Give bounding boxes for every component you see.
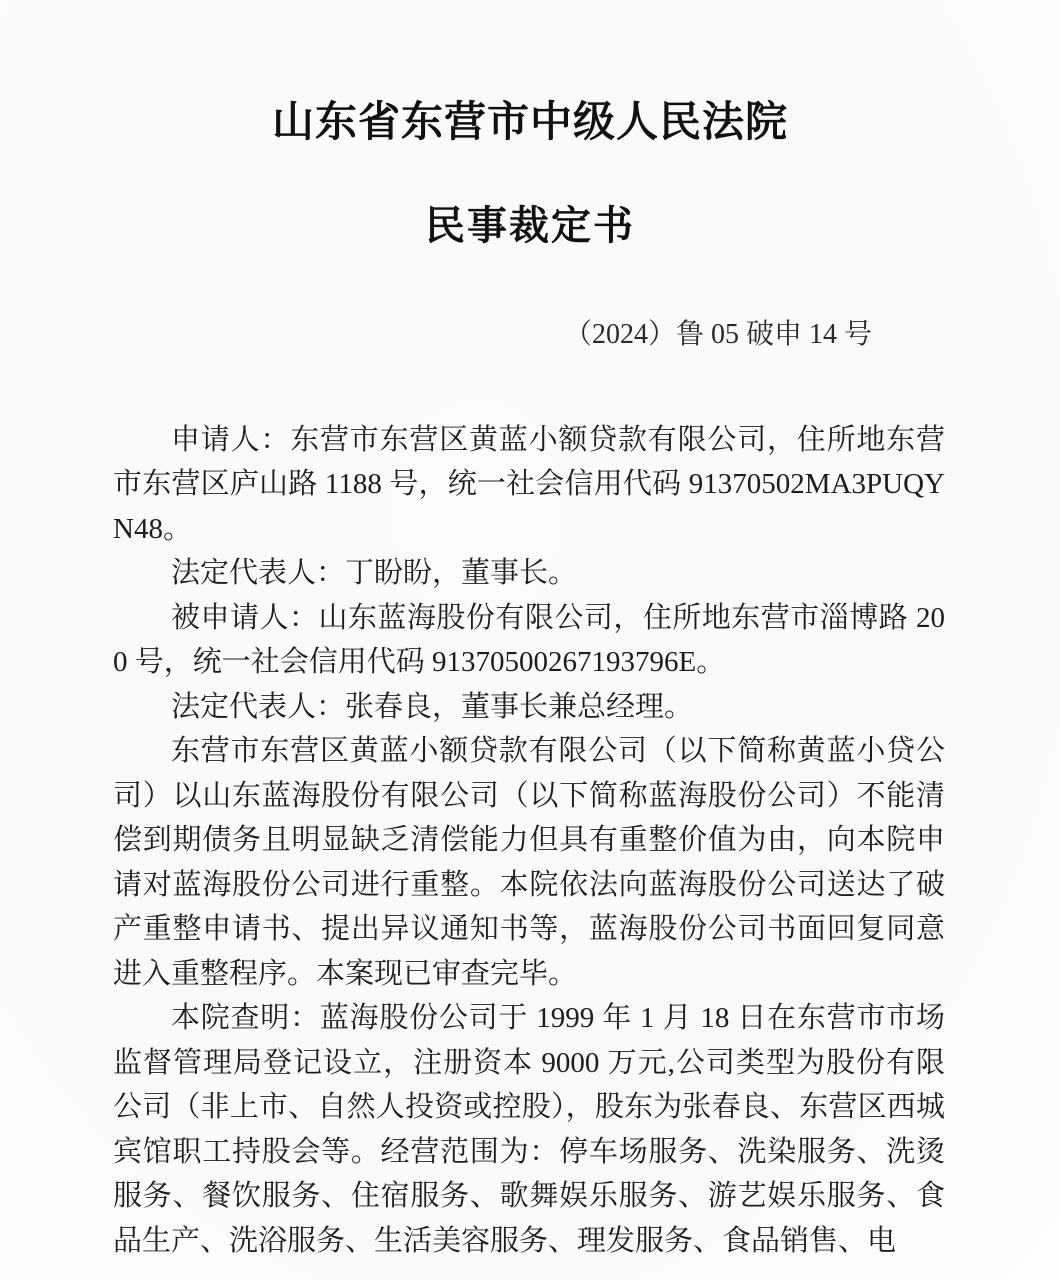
document-body bbox=[113, 418, 945, 1264]
case-number: （2024）鲁 05 破申 14 号 bbox=[563, 319, 872, 351]
court-name-title: 山东省东营市中级人民法院 bbox=[271, 100, 788, 146]
paragraph-applicant-representative: 法定代表人：丁盼盼，董事长。 bbox=[171, 557, 578, 590]
document-type-title: 民事裁定书 bbox=[425, 203, 635, 249]
paragraph-application-summary: 东营市东营区黄蓝小额贷款有限公司（以下简称黄蓝小贷公司）以山东蓝海股份有限公司（以下简称蓝海股份公司）不能清偿到期债务且明显缺乏清偿能力但具有重整价值为由，向本院申请对蓝海股份公司进行重整。本院依法向蓝海股份公司送达了破产重整申请书、提出异议通知书等，蓝海股份公司书面回复同意进入重整程序。本案现已审查完毕。 bbox=[113, 735, 945, 990]
paragraph-findings: 本院查明：蓝海股份公司于 1999 年 1 月 18 日在东营市市场监督管理局登记设立，注册资本 9000 万元,公司类型为股份有限公司（非上市、自然人投资或控股），股东为张春良、东营区西城宾馆职工持股会等。经营范围为：停车场服务、洗染服务、洗烫服务、餐饮服务、住宿服务、歌舞娱乐服务、游艺娱乐服务、食品生产、洗浴服务、生活美容服务、理发服务、食品销售、电 bbox=[113, 1002, 945, 1257]
paragraph-applicant: 申请人：东营市东营区黄蓝小额贷款有限公司，住所地东营市东营区庐山路 1188 号，统一社会信用代码 91370502MA3PUQYN48。 bbox=[113, 423, 945, 545]
paragraph-respondent-representative: 法定代表人：张春良，董事长兼总经理。 bbox=[171, 690, 694, 723]
paragraph-respondent: 被申请人：山东蓝海股份有限公司，住所地东营市淄博路 200 号，统一社会信用代码 91370500267193796E。 bbox=[113, 601, 945, 679]
